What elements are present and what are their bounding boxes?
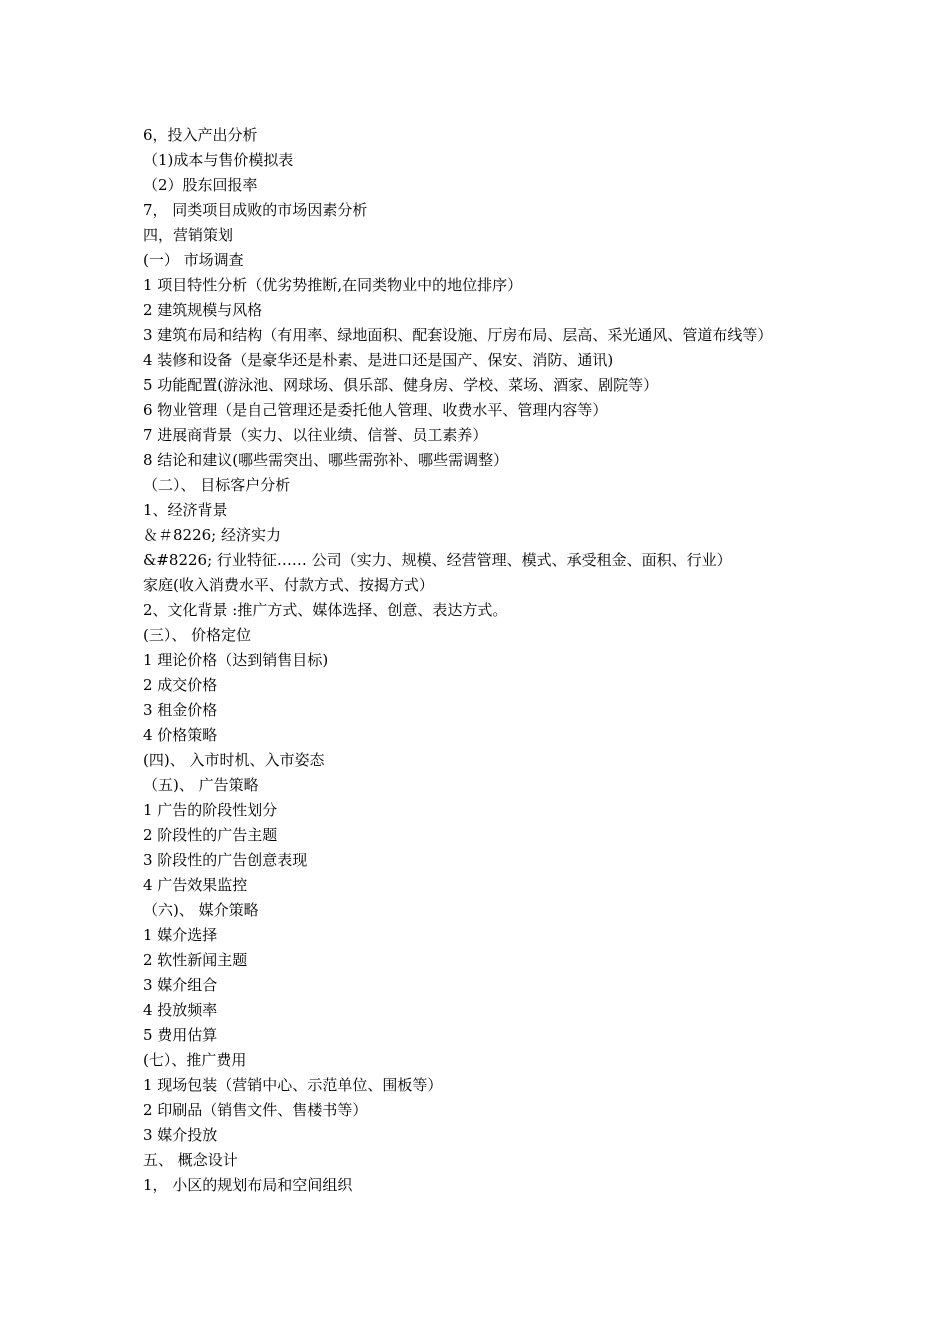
text-line: 7 进展商背景（实力、以往业绩、信誉、员工素养） — [143, 426, 488, 444]
text-line: 5 功能配置(游泳池、网球场、俱乐部、健身房、学校、菜场、酒家、剧院等） — [143, 376, 659, 394]
text-line: 2 印刷品（销售文件、售楼书等） — [143, 1101, 368, 1119]
text-line: 3 建筑布局和结构（有用率、绿地面积、配套设施、厅房布局、层高、采光通风、管道布线等） — [143, 326, 773, 344]
text-line: 3 媒介投放 — [143, 1126, 218, 1144]
text-line: 1 媒介选择 — [143, 926, 218, 944]
text-line: 1 现场包装（营销中心、示范单位、围板等） — [143, 1076, 443, 1094]
text-line: 5 费用估算 — [143, 1026, 218, 1044]
text-line: 1、经济背景 — [143, 501, 228, 519]
subsection-heading: （六)、 媒介策略 — [143, 901, 259, 919]
text-line: 2 阶段性的广告主题 — [143, 826, 278, 844]
text-line: 6，投入产出分析 — [143, 126, 258, 144]
subsection-heading: (四)、 入市时机、入市姿态 — [143, 751, 325, 769]
section-heading: 五、 概念设计 — [143, 1151, 238, 1169]
subsection-heading: (三）、 价格定位 — [143, 626, 252, 644]
text-line: （2）股东回报率 — [143, 176, 258, 194]
text-line: 4 装修和设备（是豪华还是朴素、是进口还是国产、保安、消防、通讯) — [143, 351, 614, 369]
text-line: 家庭(收入消费水平、付款方式、按揭方式） — [143, 576, 434, 594]
text-line: 2 软性新闻主题 — [143, 951, 248, 969]
subsection-heading: (七）、推广费用 — [143, 1051, 247, 1069]
text-line: 2 成交价格 — [143, 676, 218, 694]
text-line: 7， 同类项目成败的市场因素分析 — [143, 201, 368, 219]
text-line: （1)成本与售价模拟表 — [143, 151, 294, 169]
text-line: 6 物业管理（是自己管理还是委托他人管理、收费水平、管理内容等） — [143, 401, 608, 419]
text-line: &#8226; 行业特征…… 公司（实力、规模、经营管理、模式、承受租金、面积、行业） — [143, 551, 732, 569]
text-line: 4 投放频率 — [143, 1001, 218, 1019]
text-line: 2、文化背景 :推广方式、媒体选择、创意、表达方式。 — [143, 601, 508, 619]
text-line: 2 建筑规模与风格 — [143, 301, 263, 319]
text-line: 3 阶段性的广告创意表现 — [143, 851, 308, 869]
text-line: 1， 小区的规划布局和空间组织 — [143, 1176, 353, 1194]
document-body — [143, 123, 813, 1198]
section-heading: 四，营销策划 — [143, 226, 234, 244]
text-line: 4 广告效果监控 — [143, 876, 248, 894]
subsection-heading: (一） 市场调查 — [143, 251, 244, 269]
text-line: 3 媒介组合 — [143, 976, 218, 994]
text-line: 8 结论和建议(哪些需突出、哪些需弥补、哪些需调整） — [143, 451, 509, 469]
text-line: 1 项目特性分析（优劣势推断,在同类物业中的地位排序） — [143, 276, 523, 294]
text-line: 4 价格策略 — [143, 726, 218, 744]
text-line: 1 广告的阶段性划分 — [143, 801, 278, 819]
text-line: 3 租金价格 — [143, 701, 218, 719]
text-line: ＆＃8226; 经济实力 — [143, 526, 281, 544]
subsection-heading: （五)、 广告策略 — [143, 776, 259, 794]
text-line: 1 理论价格（达到销售目标) — [143, 651, 329, 669]
subsection-heading: （二）、 目标客户分析 — [143, 476, 291, 494]
